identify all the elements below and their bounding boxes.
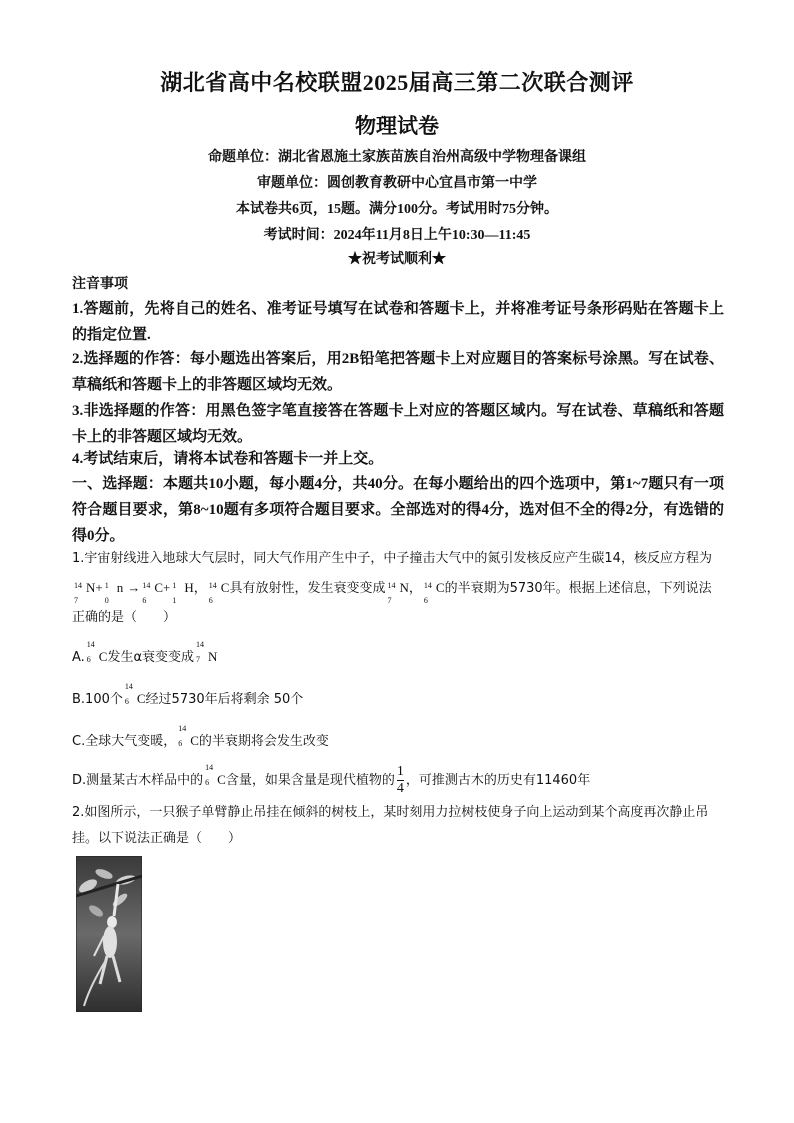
question-1: 1.宇宙射线进入地球大气层时，同大气作用产生中子，中子撞击大气中的氮引发核反应产生碳14，核反应方程为 14 7 N+ 1 0 n → 14 6 C+ 1 1 H， 14 6 C具有放射性，发生衰变变成 14 7 N， 14 6 C的半衰期为5730年。根据上述信息，下列说法正确的是（ ） [72,551,712,625]
fraction-one-quarter: $\frac{1}{4}$ [396,764,404,796]
q1-option-c: C.全球大气变暖， 14 6 C的半衰期将会发生改变 [72,724,329,749]
q1-text-b: 具有放射性，发生衰变变成 [229,581,386,596]
note-item-1: 1.答题前，先将自己的姓名、准考证号填写在试卷和答题卡上，并将准考证号条形码贴在答题卡上的指定位置. [72,301,724,343]
notes-title: 注音事项 [72,277,128,292]
exam-title: 湖北省高中名校联盟2025届高三第二次联合测评 [160,70,634,95]
isotope-n1: 1 0 [104,581,109,605]
q1-option-d: D.测量某古木样品中的 14 6 C含量，如果含量是现代植物的 $\frac{1}{4}$ ，可推测古木的历史有11460年 [72,763,591,796]
question-2: 2.如图所示，一只猴子单臂静止吊挂在倾斜的树枝上，某时刻用力拉树枝使身子向上运动到某个高度再次静止吊挂。以下说法正确是（ ） [72,805,709,846]
q1-option-a: A. 14 6 C发生α衰变变成 14 7 N [72,640,218,665]
isotope-N14: 14 7 [74,581,82,605]
exam-subtitle: 物理试卷 [355,114,439,138]
monkey-hanging-photo [76,856,142,1012]
q1-text-c: 的半衰期为5730年。根据上述信息，下列说法正确的是（ ） [72,581,712,625]
q1-option-b: B.100个 14 6 C经过5730年后将剩余 50个 [72,682,304,707]
note-item-4: 4.考试结束后，请将本试卷和答题卡一并上交。 [72,451,384,467]
section-1-instructions: 一、选择题：本题共10小题，每小题4分，共40分。在每小题给出的四个选项中，第1~7题只有一项符合题目要求，第8~10题有多项符合题目要求。全部选对的得4分，选对但不全的得2分，有选错的得0分。 [72,476,724,544]
note-item-2: 2.选择题的作答：每小题选出答案后，用2B铅笔把答题卡上对应题目的答案标号涂黑。写在试卷、草稿纸和答题卡上的非答题区域均无效。 [72,351,724,393]
isotope-H1: 1 1 [172,581,177,605]
exam-time: 考试时间：2024年11月8日上午10:30—11:45 [263,228,531,243]
author-unit: 命题单位：湖北省恩施土家族苗族自治州高级中学物理备课组 [208,150,586,165]
exam-info: 本试卷共6页，15题。满分100分。考试用时75分钟。 [236,202,558,217]
q1-text-a: 1.宇宙射线进入地球大气层时，同大气作用产生中子，中子撞击大气中的氮引发核反应产生碳14，核反应方程为 [72,551,712,566]
review-unit: 审题单位：圆创教育教研中心宜昌市第一中学 [257,176,537,191]
isotope-C14: 14 6 [142,581,151,605]
good-luck: ★祝考试顺利★ [348,252,446,267]
note-item-3: 3.非选择题的作答：用黑色签字笔直接答在答题卡上对应的答题区域内。写在试卷、草稿纸和答题卡上的非答题区域均无效。 [72,403,724,445]
